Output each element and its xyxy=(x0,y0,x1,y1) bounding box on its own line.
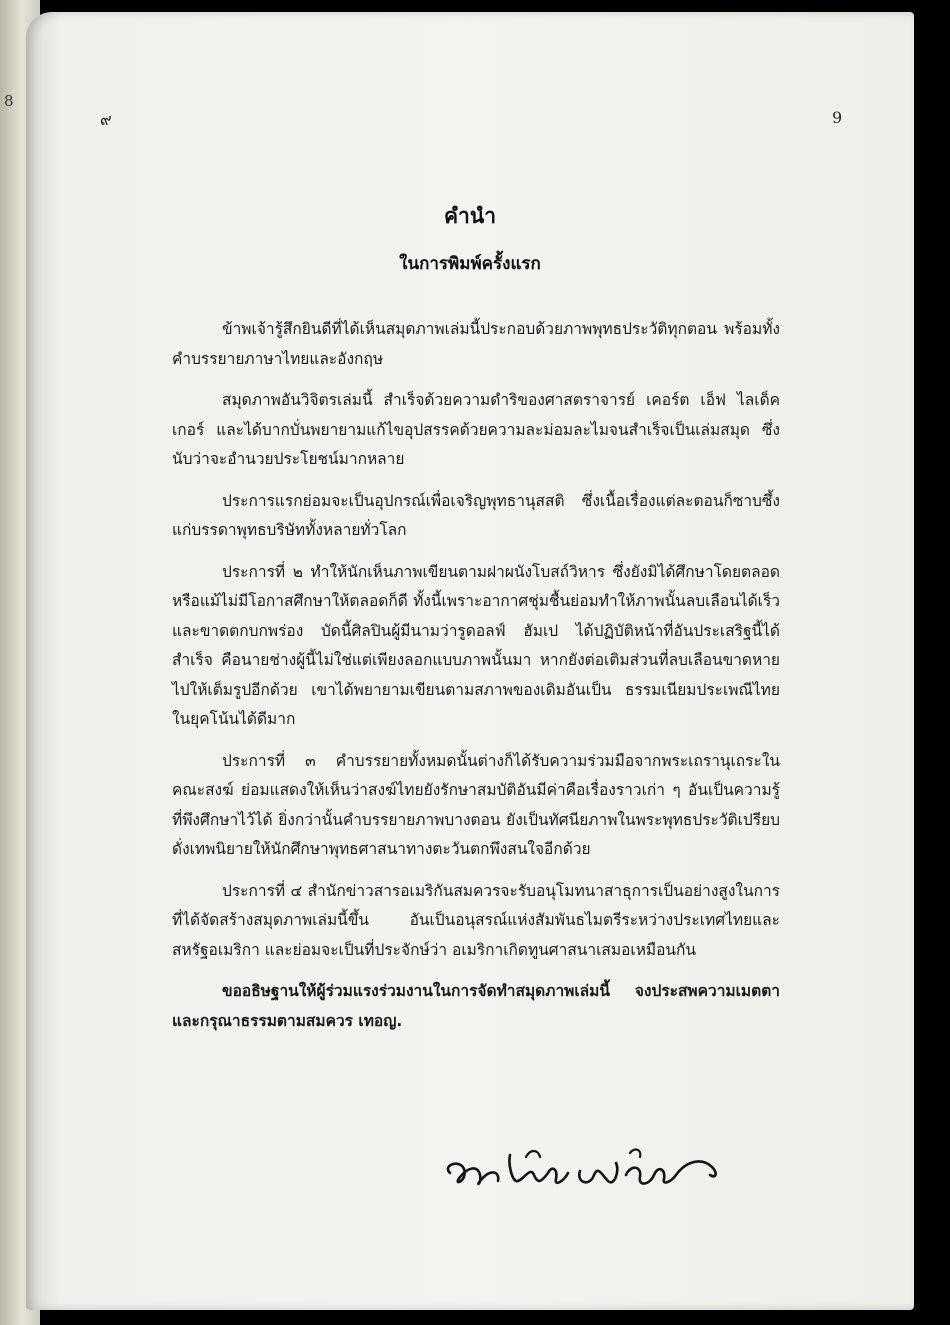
previous-page-number: 8 xyxy=(4,92,14,110)
page-subtitle: ในการพิมพ์ครั้งแรก xyxy=(399,254,541,274)
page-title: คำนำ xyxy=(444,204,496,228)
page-number-arabic: 9 xyxy=(832,108,843,127)
paragraph-6: ประการที่ ๔ สำนักข่าวสารอเมริกันสมควรจะรับอนุโมทนาสาธุการเป็นอย่างสูงในการที่ได้จัดสร้างสมุดภาพเล่มนี้ขึ้น อันเป็นอนุสรณ์แห่งสัมพันธไมตรีระหว่างประเทศไทยและสหรัฐอเมริกา และย่อมจะเป็นที่ประจักษ์ว่า อเมริกาเกิดทูนศาสนาเสมอเหมือนกัน xyxy=(172,881,780,959)
closing-blessing: ขออธิษฐานให้ผู้ร่วมแรงร่วมงานในการจัดทำสมุดภาพเล่มนี้ จงประสพความเมตตาและกรุณาธรรมตามสมควร เทอญ. xyxy=(172,982,780,1030)
signature-drawing xyxy=(430,1135,730,1205)
body-text xyxy=(172,315,780,1048)
paragraph-1: ข้าพเจ้ารู้สึกยินดีที่ได้เห็นสมุดภาพเล่มนี้ประกอบด้วยภาพพุทธประวัติทุกตอน พร้อมทั้งคำบรรยายภาษาไทยและอังกฤษ xyxy=(172,320,780,368)
paragraph-4: ประการที่ ๒ ทำให้นักเห็นภาพเขียนตามฝาผนังโบสถ์วิหาร ซึ่งยังมิได้ศึกษาโดยตลอดหรือแม้ไม่มีโอกาสศึกษาให้ตลอดก็ดี ทั้งนี้เพราะอากาศชุ่มชื้นย่อมทำให้ภาพนั้นลบเลือนได้เร็วและขาดตกบกพร่อง บัดนี้ศิลปินผู้มีนามว่ารูดอลฟ์ ฮัมเป ได้ปฏิบัติหน้าที่อันประเสริฐนี้ได้สำเร็จ คือนายช่างผู้นี้ไม่ใช่แต่เพียงลอกแบบภาพนั้นมา หากยังต่อเติมส่วนที่ลบเลือนขาดหายไปให้เต็มรูปอีกด้วย เขาได้พยายามเขียนตามสภาพของเดิมอันเป็น ธรรมเนียมประเพณีไทยในยุคโน้นได้ดีมาก xyxy=(172,562,780,728)
paragraph-2: สมุดภาพอันวิจิตรเล่มนี้ สำเร็จด้วยความดำริของศาสตราจารย์ เคอร์ต เอ็ฟ ไลเด็คเกอร์ และได้บากบั่นพยายามแก้ไขอุปสรรคด้วยความละม่อมละไมจนสำเร็จเป็นเล่มสมุด ซึ่งนับว่าจะอำนวยประโยชน์มากหลาย xyxy=(172,391,780,468)
page-number-thai: ๙ xyxy=(100,110,112,129)
paragraph-3: ประการแรกย่อมจะเป็นอุปกรณ์เพื่อเจริญพุทธานุสสติ ซึ่งเนื้อเรื่องแต่ละตอนก็ซาบซึ้ง แก่บรรดาพุทธบริษัททั้งหลายทั่วโลก xyxy=(172,491,780,539)
document-page xyxy=(26,12,914,1310)
paragraph-5: ประการที่ ๓ คำบรรยายทั้งหมดนั้นต่างก็ได้รับความร่วมมือจากพระเถรานุเถระในคณะสงฆ์ ย่อมแสดงให้เห็นว่าสงฆ์ไทยยังรักษาสมบัติอันมีค่าคือเรื่องราวเก่า ๆ อันเป็นความรู้ที่พึงศึกษาไว้ได้ ยิ่งกว่านั้นคำบรรยายภาพบางตอน ยังเป็นทัศนียภาพในพระพุทธประวัติเปรียบดั่งเทพนิยายให้นักศึกษาพุทธศาสนาทางตะวันตกพึงสนใจอีกด้วย xyxy=(172,751,780,858)
handwritten-signature xyxy=(430,1135,730,1205)
